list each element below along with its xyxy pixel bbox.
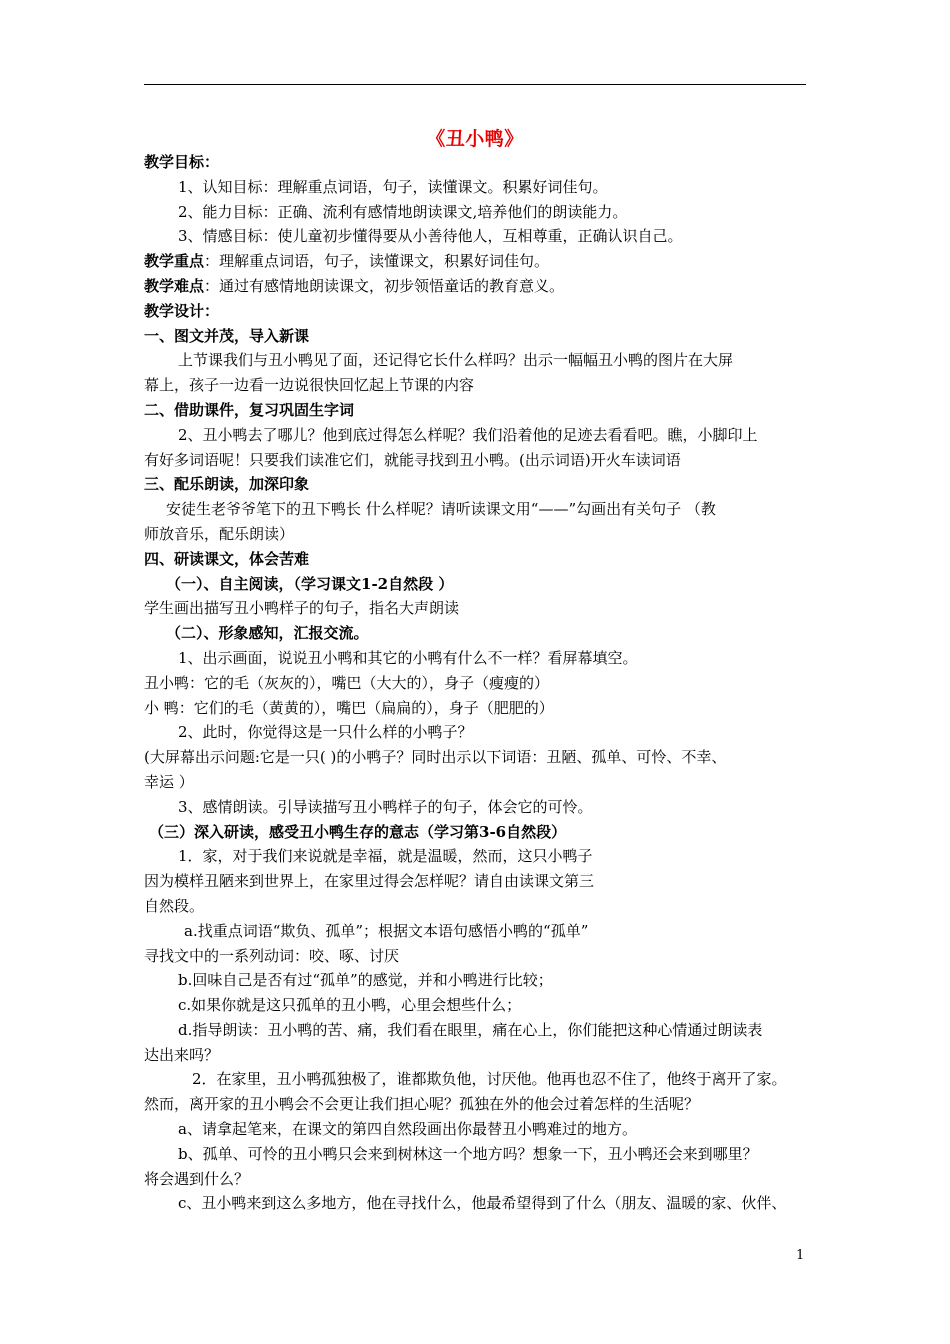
goals-heading: 教学目标： xyxy=(144,153,220,171)
paragraph-line: 自然段。 xyxy=(144,896,205,915)
paragraph-line: 2．在家里，丑小鸭孤独极了，谁都欺负他，讨厌他。他再也忍不住了，他终于离开了家。 xyxy=(192,1070,787,1089)
paragraph-line: 小 鸭：它们的毛（黄黄的），嘴巴（扁扁的），身子（肥肥的） xyxy=(144,698,554,717)
paragraph-line: b、孤单、可怜的丑小鸭只会来到树林这一个地方吗？想象一下，丑小鸭还会来到哪里？ xyxy=(178,1144,758,1163)
paragraph-line: 达出来吗？ xyxy=(144,1045,220,1064)
paragraph-line: 师放音乐，配乐朗读） xyxy=(144,524,295,543)
subsection2-heading: （二）、形象感知，汇报交流。 xyxy=(166,624,369,643)
section2-heading: 二、借助课件，复习巩固生字词 xyxy=(144,400,355,419)
subsection3-heading: （三）深入研读，感受丑小鸭生存的意志（学习第3-6自然段） xyxy=(149,822,567,841)
key-point-label: 教学重点 xyxy=(144,252,205,271)
goal-item: 2、能力目标：正确、流利有感情地朗读课文,培养他们的朗读能力。 xyxy=(178,202,628,221)
paragraph-line: 将会遇到什么？ xyxy=(144,1169,250,1188)
paragraph-line: c.如果你就是这只孤单的丑小鸭，心里会想些什么； xyxy=(178,996,522,1015)
goal-item: 1、认知目标：理解重点词语，句子，读懂课文。积累好词佳句。 xyxy=(178,177,608,196)
paragraph-line: c、丑小鸭来到这么多地方，他在寻找什么，他最希望得到了什么（朋友、温暖的家、伙伴、 xyxy=(178,1194,787,1213)
design-heading: 教学设计： xyxy=(144,301,220,320)
paragraph-line: 幕上，孩子一边看一边说很快回忆起上节课的内容 xyxy=(144,376,475,395)
paragraph-line: 1．家，对于我们来说就是幸福，就是温暖，然而，这只小鸭子 xyxy=(178,847,593,866)
paragraph-line: a、请拿起笔来，在课文的第四自然段画出你最替丑小鸭难过的地方。 xyxy=(178,1120,637,1139)
paragraph-line: 1、出示画面，说说丑小鸭和其它的小鸭有什么不一样？看屏幕填空。 xyxy=(178,648,638,667)
goal-item: 3、情感目标：使儿童初步懂得要从小善待他人，互相尊重，正确认识自己。 xyxy=(178,227,683,246)
paragraph-line: (大屏幕出示问题:它是一只( )的小鸭子？同时出示以下词语：丑陋、孤单、可怜、不幸、 xyxy=(144,748,727,767)
paragraph-line: 上节课我们与丑小鸭见了面，还记得它长什么样吗？出示一幅幅丑小鸭的图片在大屏 xyxy=(178,351,734,370)
key-point xyxy=(144,249,809,274)
section1-heading: 一、图文并茂，导入新课 xyxy=(144,326,310,345)
section3-heading: 三、配乐朗读，加深印象 xyxy=(144,475,310,494)
paragraph-line: 2、丑小鸭去了哪儿？他到底过得怎么样呢？我们沿着他的足迹去看看吧。瞧，小脚印上 xyxy=(178,425,758,444)
paragraph-line: 幸运 ） xyxy=(144,772,194,791)
paragraph-line: b.回味自己是否有过“孤单”的感觉，并和小鸭进行比较； xyxy=(178,971,553,990)
key-point-text: ：理解重点词语，句子，读懂课文，积累好词佳句。 xyxy=(204,252,550,271)
section4-heading: 四、研读课文，体会苦难 xyxy=(144,549,310,568)
document-title: 《丑小鸭》 xyxy=(426,128,524,150)
paragraph-line: 寻找文中的一系列动词：咬、啄、讨厌 xyxy=(144,946,400,965)
paragraph-line: 丑小鸭：它的毛（灰灰的），嘴巴（大大的），身子（瘦瘦的） xyxy=(144,673,550,692)
difficulty-label: 教学难点 xyxy=(144,276,205,295)
paragraph-line: 安徒生老爷爷笔下的丑下鸭长 什么样呢？请听读课文用“——”勾画出有关句子 （教 xyxy=(166,500,716,519)
difficulty-text: ：通过有感情地朗读课文，初步领悟童话的教育意义。 xyxy=(204,276,565,295)
paragraph-line: d.指导朗读：丑小鸭的苦、痛，我们看在眼里，痛在心上，你们能把这种心情通过朗读表 xyxy=(178,1020,763,1039)
paragraph-line: 然而，离开家的丑小鸭会不会更让我们担心呢？孤独在外的他会过着怎样的生活呢？ xyxy=(144,1095,700,1114)
document-body xyxy=(144,150,809,1216)
paragraph-line: 学生画出描写丑小鸭样子的句子，指名大声朗读 xyxy=(144,599,460,618)
header-rule xyxy=(144,84,806,85)
paragraph-line: a.找重点词语“欺负、孤单”；根据文本语句感悟小鸭的“孤单” xyxy=(184,921,589,940)
page-number: 1 xyxy=(796,1248,805,1263)
paragraph-line: 因为模样丑陋来到世界上，在家里过得会怎样呢？请自由读课文第三 xyxy=(144,872,595,891)
paragraph-line: 有好多词语呢！只要我们读准它们，就能寻找到丑小鸭。(出示词语)开火车读词语 xyxy=(144,450,681,469)
subsection1-heading: （一）、自主阅读，（学习课文1-2自然段 ） xyxy=(166,574,454,593)
paragraph-line: 2、此时，你觉得这是一只什么样的小鸭子？ xyxy=(178,723,473,742)
paragraph-line: 3、感情朗读。引导读描写丑小鸭样子的句子，体会它的可怜。 xyxy=(178,797,593,816)
difficulty xyxy=(144,274,809,299)
